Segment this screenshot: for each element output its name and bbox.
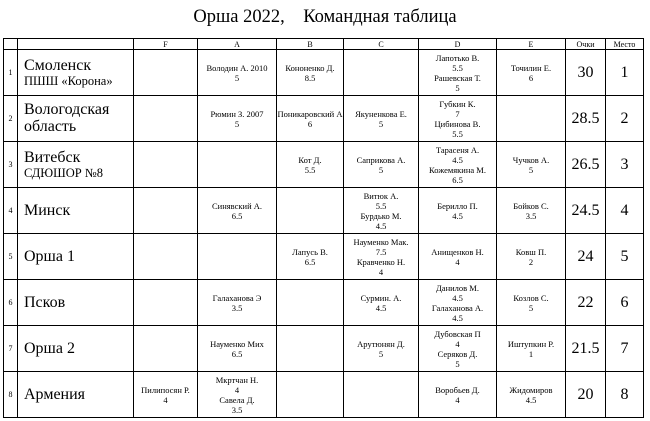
team-subtitle: ПШШ «Корона» xyxy=(24,73,113,88)
board-cell-c xyxy=(344,188,419,234)
board-cell-d xyxy=(419,188,497,234)
board-cell-c xyxy=(344,280,419,326)
board-cell-f xyxy=(134,234,198,280)
team-name: Орша 2 xyxy=(24,339,75,357)
page-title: Орша 2022, Командная таблица xyxy=(193,7,457,27)
team-subtitle: область xyxy=(24,117,77,135)
player-score: 6.5 xyxy=(231,210,243,221)
player-score: 5 xyxy=(378,348,384,359)
board-cell-b xyxy=(277,96,344,142)
board-cell-e xyxy=(497,50,566,96)
board-cell-e xyxy=(497,142,566,188)
team-name-cell xyxy=(18,50,134,96)
player-name: Воробьев Д. xyxy=(435,384,480,395)
team-name-cell xyxy=(18,234,134,280)
board-cell-d xyxy=(419,50,497,96)
board-cell-e xyxy=(497,188,566,234)
player-score: 4 xyxy=(455,394,460,405)
player-name: Володин А. 2010 xyxy=(206,62,268,73)
team-name-cell xyxy=(18,280,134,326)
board-cell-e xyxy=(497,372,566,418)
player-name: Галаханова А. xyxy=(431,302,484,313)
player-score: 5 xyxy=(378,164,384,175)
board-cell-a xyxy=(198,372,277,418)
table-row xyxy=(4,50,644,96)
player-score: 8.5 xyxy=(304,72,316,83)
player-name: Кот Д. xyxy=(298,154,322,165)
board-cell-d xyxy=(419,142,497,188)
player-name: Дубовская П xyxy=(434,328,481,339)
team-points: 21.5 xyxy=(566,326,606,372)
player-score: 5 xyxy=(234,118,240,129)
team-place: 8 xyxy=(606,372,644,418)
board-cell-a xyxy=(198,188,277,234)
team-points: 28.5 xyxy=(566,96,606,142)
row-number: 8 xyxy=(4,372,18,418)
team-name: Армения xyxy=(24,385,86,403)
team-name: Витебск xyxy=(24,148,81,166)
board-cell-b xyxy=(277,142,344,188)
player-name: Точилин Е. xyxy=(510,62,552,73)
player-name: Сурмин. А. xyxy=(360,292,402,303)
board-cell-d xyxy=(419,326,497,372)
table-row xyxy=(4,142,644,188)
player-name: Арутюнян Д. xyxy=(357,338,405,349)
team-points: 24 xyxy=(566,234,606,280)
player-score: 3.5 xyxy=(525,210,537,221)
row-number: 7 xyxy=(4,326,18,372)
player-score: 6.5 xyxy=(231,348,243,359)
board-cell-e xyxy=(497,326,566,372)
player-score: 6.5 xyxy=(452,174,463,185)
player-score: 5.5 xyxy=(452,128,463,139)
player-name: Науменко Мак. xyxy=(353,236,409,247)
board-cell-c xyxy=(344,50,419,96)
player-name: Жидомиров xyxy=(509,384,553,395)
player-score: 7 xyxy=(455,108,460,119)
board-cell-b xyxy=(277,372,344,418)
player-score: 4.5 xyxy=(452,292,463,303)
team-place: 3 xyxy=(606,142,644,188)
player-score: 5.5 xyxy=(304,164,316,175)
player-name: Бурдько М. xyxy=(360,210,402,221)
player-score: 3.5 xyxy=(231,302,243,313)
row-number: 4 xyxy=(4,188,18,234)
header-num xyxy=(4,39,18,50)
team-name: Смоленск xyxy=(24,56,92,74)
team-name-cell xyxy=(18,142,134,188)
player-score: 5 xyxy=(455,358,460,369)
player-score: 4.5 xyxy=(452,154,463,165)
player-score: 5 xyxy=(378,118,384,129)
header-points: Очки xyxy=(566,39,606,50)
player-score: 5 xyxy=(234,72,240,83)
team-place: 6 xyxy=(606,280,644,326)
player-name: Козлов С. xyxy=(513,292,549,303)
player-score: 5 xyxy=(528,164,534,175)
player-name: Губкин К. xyxy=(439,98,476,109)
team-name-cell xyxy=(18,96,134,142)
player-name: Синявский А. xyxy=(211,200,263,211)
board-cell-f xyxy=(134,188,198,234)
player-name: Мкртчан Н. xyxy=(215,374,259,385)
header-col-c: C xyxy=(344,39,419,50)
player-name: Поникаровский А xyxy=(277,108,343,119)
board-cell-e xyxy=(497,234,566,280)
table-row xyxy=(4,188,644,234)
player-name: Ковш П. xyxy=(515,246,547,257)
team-name-cell xyxy=(18,188,134,234)
player-score: 5.5 xyxy=(452,62,463,73)
team-points: 22 xyxy=(566,280,606,326)
board-cell-d xyxy=(419,372,497,418)
row-number: 6 xyxy=(4,280,18,326)
player-name: Анищенков Н. xyxy=(431,246,484,257)
team-place: 7 xyxy=(606,326,644,372)
player-score: 4.5 xyxy=(375,220,387,231)
player-score: 4 xyxy=(163,394,168,405)
player-name: Савела Д. xyxy=(219,394,255,405)
player-score: 6 xyxy=(307,118,313,129)
player-name: Серяков Д. xyxy=(437,348,478,359)
board-cell-a xyxy=(198,280,277,326)
player-name: Рюмин З. 2007 xyxy=(210,108,264,119)
team-points: 24.5 xyxy=(566,188,606,234)
team-place: 5 xyxy=(606,234,644,280)
table-row xyxy=(4,372,644,418)
player-score: 6.5 xyxy=(304,256,316,267)
board-cell-e xyxy=(497,96,566,142)
board-cell-b xyxy=(277,326,344,372)
player-score: 5 xyxy=(455,82,460,93)
player-name: Иштупкин Р. xyxy=(507,338,555,349)
header-team xyxy=(18,39,134,50)
player-score: 2 xyxy=(528,256,534,267)
header-col-b: B xyxy=(277,39,344,50)
player-name: Лапотько В. xyxy=(435,52,480,63)
board-cell-f xyxy=(134,142,198,188)
team-name: Вологодская xyxy=(24,100,110,118)
board-cell-a xyxy=(198,234,277,280)
player-name: Кожемякина М. xyxy=(429,164,486,175)
team-name-cell xyxy=(18,326,134,372)
player-score: 4.5 xyxy=(452,210,463,221)
board-cell-a xyxy=(198,96,277,142)
player-name: Бойков С. xyxy=(513,200,549,211)
team-name: Псков xyxy=(24,293,66,311)
board-cell-c xyxy=(344,372,419,418)
team-name: Орша 1 xyxy=(24,247,75,265)
board-cell-f xyxy=(134,372,198,418)
team-name: Минск xyxy=(24,201,71,219)
player-score: 4 xyxy=(378,266,384,277)
player-name: Берилло П. xyxy=(437,200,478,211)
board-cell-f xyxy=(134,326,198,372)
board-cell-c xyxy=(344,142,419,188)
player-name: Якуненкова Е. xyxy=(355,108,407,119)
player-name: Науменко Мих xyxy=(210,338,264,349)
board-cell-b xyxy=(277,234,344,280)
board-cell-d xyxy=(419,96,497,142)
header-col-e: E xyxy=(497,39,566,50)
player-score: 4.5 xyxy=(525,394,537,405)
header-row xyxy=(4,39,644,50)
player-name: Пилипосян Р. xyxy=(141,384,190,395)
player-name: Витюк А. xyxy=(363,190,399,201)
team-points: 26.5 xyxy=(566,142,606,188)
player-name: Данилов М. xyxy=(436,282,479,293)
team-place: 2 xyxy=(606,96,644,142)
team-points: 30 xyxy=(566,50,606,96)
player-score: 4.5 xyxy=(452,312,463,323)
header-col-a: A xyxy=(198,39,277,50)
board-cell-b xyxy=(277,280,344,326)
board-cell-a xyxy=(198,50,277,96)
board-cell-a xyxy=(198,326,277,372)
board-cell-d xyxy=(419,234,497,280)
header-col-f: F xyxy=(134,39,198,50)
board-cell-f xyxy=(134,50,198,96)
board-cell-b xyxy=(277,188,344,234)
row-number: 2 xyxy=(4,96,18,142)
board-cell-f xyxy=(134,96,198,142)
player-name: Лапусь В. xyxy=(292,246,328,257)
board-cell-c xyxy=(344,326,419,372)
table-row xyxy=(4,326,644,372)
board-cell-a xyxy=(198,142,277,188)
player-name: Рашевская Т. xyxy=(434,72,481,83)
player-score: 4 xyxy=(455,338,460,349)
player-score: 4 xyxy=(234,384,240,395)
player-name: Цибинова В. xyxy=(434,118,481,129)
row-number: 1 xyxy=(4,50,18,96)
player-score: 1 xyxy=(528,348,534,359)
player-name: Кравченко Н. xyxy=(356,256,406,267)
player-score: 7.5 xyxy=(375,246,387,257)
table-row xyxy=(4,234,644,280)
player-score: 3.5 xyxy=(231,404,243,415)
team-points: 20 xyxy=(566,372,606,418)
player-score: 6 xyxy=(528,72,534,83)
board-cell-b xyxy=(277,50,344,96)
player-score: 5 xyxy=(528,302,534,313)
team-standings-table xyxy=(3,38,644,418)
table-row xyxy=(4,280,644,326)
team-subtitle: СДЮШОР №8 xyxy=(24,165,103,180)
player-name: Галаханова Э xyxy=(212,292,262,303)
team-place: 1 xyxy=(606,50,644,96)
player-name: Кононенко Д. xyxy=(285,62,335,73)
player-score: 4.5 xyxy=(375,302,387,313)
team-place: 4 xyxy=(606,188,644,234)
header-place: Место xyxy=(606,39,644,50)
player-score: 5.5 xyxy=(375,200,387,211)
player-name: Тарасеня А. xyxy=(435,144,480,155)
board-cell-e xyxy=(497,280,566,326)
board-cell-d xyxy=(419,280,497,326)
board-cell-c xyxy=(344,234,419,280)
table-row xyxy=(4,96,644,142)
row-number: 3 xyxy=(4,142,18,188)
team-name-cell xyxy=(18,372,134,418)
player-name: Саприкова А. xyxy=(356,154,406,165)
board-cell-f xyxy=(134,280,198,326)
player-score: 4 xyxy=(455,256,460,267)
board-cell-c xyxy=(344,96,419,142)
row-number: 5 xyxy=(4,234,18,280)
header-col-d: D xyxy=(419,39,497,50)
player-name: Чучков А. xyxy=(512,154,550,165)
